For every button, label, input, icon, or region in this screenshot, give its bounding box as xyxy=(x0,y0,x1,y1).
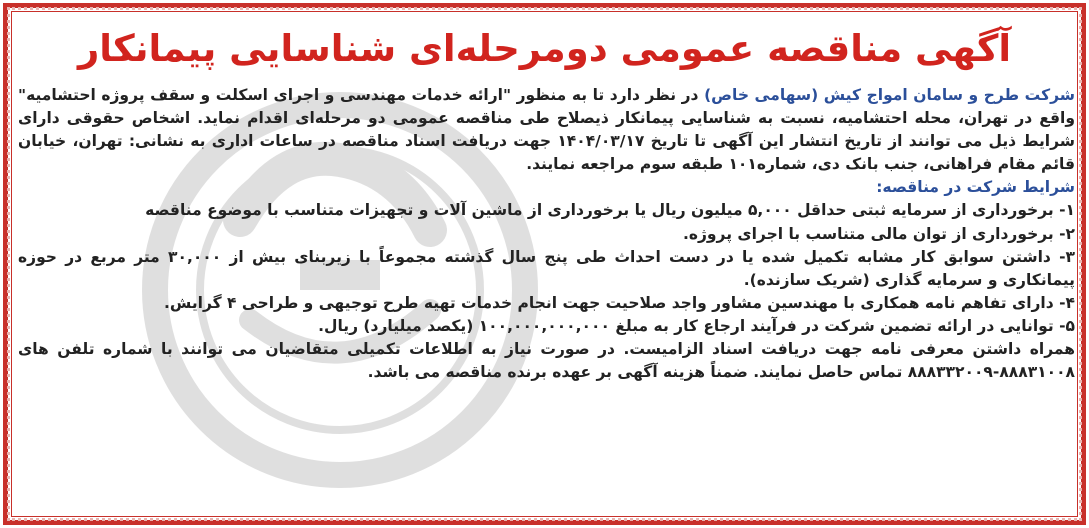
closing-paragraph: همراه داشتن معرفی نامه جهت دریافت اسناد الزامیست. در صورت نیاز به اطلاعات تکمیلی متقاضیان می توانند با شماره تلفن های ۸۸۸۳۱۰۰۸-۸۸۸۳۳۲۰۰۹ تماس حاصل نمایند. ضمناً هزینه آگهی بر عهده برنده مناقصه می باشد. xyxy=(18,340,1075,382)
condition-item: ۴- دارای تفاهم نامه همکاری با مهندسین مشاور واجد صلاحیت جهت انجام خدمات تهیه طرح توجیهی و طراحی ۴ گرایش. xyxy=(164,293,1075,312)
conditions-heading: شرایط شرکت در مناقصه: xyxy=(876,178,1075,197)
condition-item: ۳- داشتن سوابق کار مشابه تکمیل شده یا در دست احداث طی پنج سال گذشته مجموعاً با زیربنای بیش از ۳۰,۰۰۰ متر مربع در حوزه پیمانکاری و سرمایه گذاری (شریک سازنده). xyxy=(18,247,1075,289)
condition-item: ۵- توانایی در ارائه تضمین شرکت در فرآیند ارجاع کار به مبلغ ۱۰۰,۰۰۰,۰۰۰,۰۰۰ (یکصد میلیارد) ریال. xyxy=(318,316,1075,335)
intro-paragraph xyxy=(18,84,1075,176)
intro-text: در نظر دارد تا به منظور "ارائه خدمات مهندسی و اجرای اسکلت و سقف پروژه احتشامیه" واقع در تهران، محله احتشامیه، نسبت به شناسایی پیمانکار ذیصلاح طی مناقصه عمومی دو مرحله‌ای اقدام نماید. اشخاص حقوقی دارای شرایط ذیل می توانند از تاریخ انتشار این آگهی تا تاریخ ۱۴۰۴/۰۳/۱۷ جهت دریافت اسناد مناقصه در ساعات اداری به نشانی: تهران، خیابان قائم مقام فراهانی، جنب بانک دی، شماره۱۰۱ طبقه سوم مراجعه نمایند. xyxy=(18,86,1075,174)
condition-item: ۱- برخورداری از سرمایه ثبتی حداقل ۵,۰۰۰ میلیون ریال یا برخورداری از ماشین آلات و تجهیزات متناسب با موضوع مناقصه xyxy=(145,201,1075,220)
notice-title: آگهی مناقصه عمومی دومرحله‌ای شناسایی پیمانکار xyxy=(77,27,1012,70)
condition-item: ۲- برخورداری از توان مالی متناسب با اجرای پروژه. xyxy=(682,224,1075,243)
notice-body xyxy=(18,84,1075,384)
company-name: شرکت طرح و سامان امواج کیش (سهامی خاص) xyxy=(704,86,1075,104)
